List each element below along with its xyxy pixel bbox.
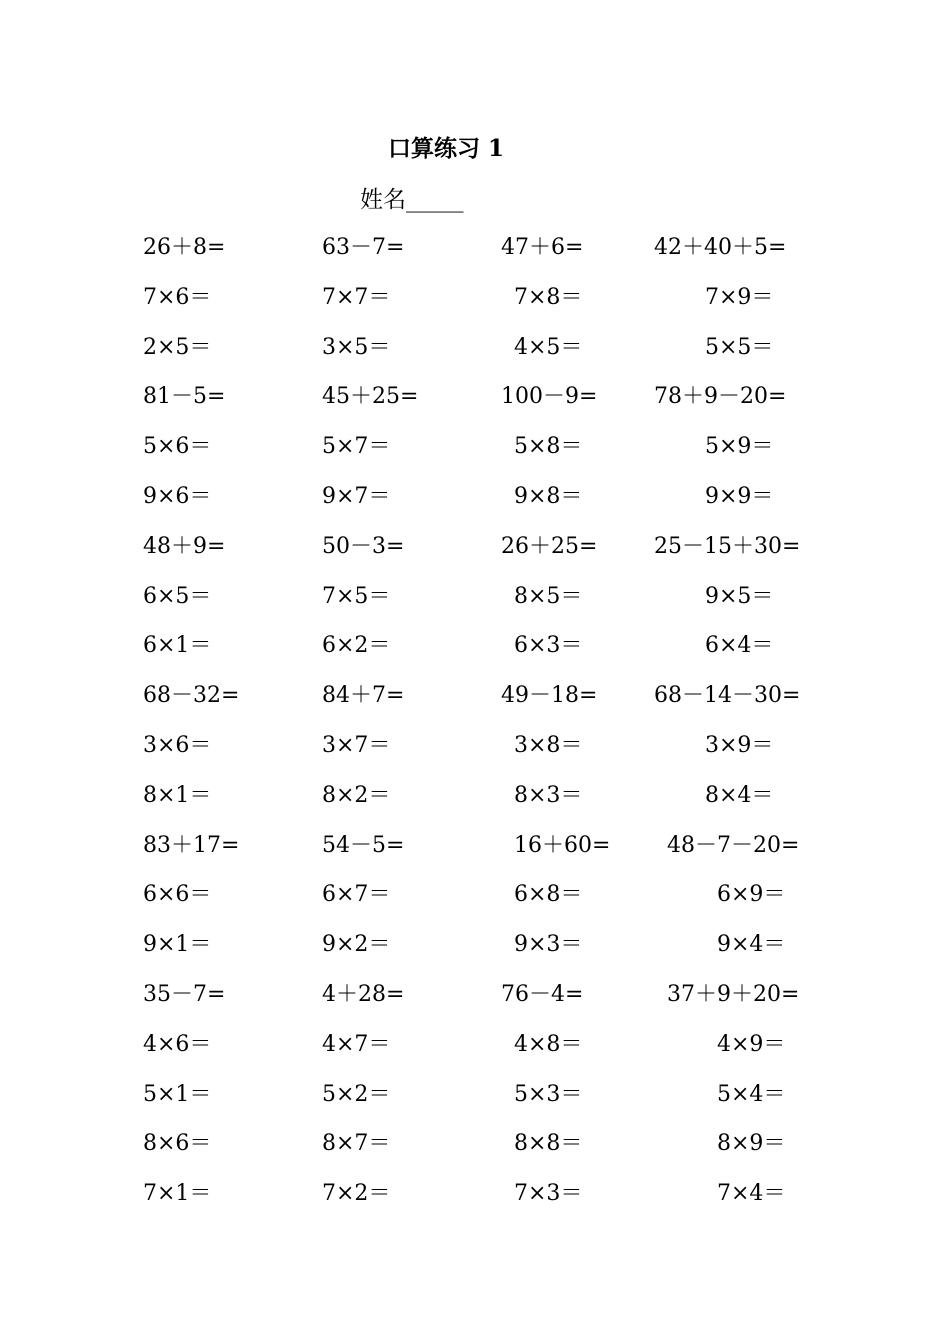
problem-cell: 8×6＝ <box>143 1131 212 1157</box>
problem-cell: 7×4＝ <box>717 1181 786 1207</box>
problem-cell: 48－7－20= <box>667 832 800 858</box>
problem-cell: 8×8＝ <box>514 1131 583 1157</box>
problem-cell: 3×9＝ <box>705 732 774 758</box>
problem-cell: 3×8＝ <box>514 732 583 758</box>
problem-cell: 42＋40＋5= <box>654 235 787 260</box>
problem-cell: 9×5＝ <box>705 583 774 609</box>
problem-cell: 6×6＝ <box>143 882 212 908</box>
problem-cell: 50－3= <box>322 533 405 559</box>
problem-grid <box>0 231 950 1227</box>
problem-cell: 5×1＝ <box>143 1081 212 1107</box>
problem-cell: 78＋9－20= <box>654 384 787 410</box>
problem-cell: 68－32= <box>143 683 240 709</box>
problem-cell: 37＋9＋20= <box>667 981 800 1007</box>
problem-cell: 48＋9= <box>143 533 226 559</box>
problem-cell: 6×7＝ <box>322 882 391 908</box>
problem-cell: 9×7＝ <box>322 483 391 509</box>
problem-cell: 9×3＝ <box>514 932 583 958</box>
problem-row <box>0 978 950 1028</box>
problem-cell: 8×4＝ <box>705 782 774 808</box>
problem-cell: 5×5＝ <box>705 334 774 360</box>
problem-cell: 7×2＝ <box>322 1181 391 1207</box>
problem-cell: 6×5＝ <box>143 583 212 609</box>
problem-cell: 5×3＝ <box>514 1081 583 1107</box>
problem-cell: 83＋17= <box>143 832 240 858</box>
problem-cell: 9×9＝ <box>705 483 774 509</box>
problem-cell: 4×7＝ <box>322 1031 391 1057</box>
problem-cell: 9×1＝ <box>143 932 212 958</box>
problem-cell: 9×4＝ <box>717 932 786 958</box>
problem-cell: 8×2＝ <box>322 782 391 808</box>
problem-cell: 9×6＝ <box>143 483 212 509</box>
problem-cell: 5×8＝ <box>514 434 583 460</box>
problem-cell: 5×4＝ <box>717 1081 786 1107</box>
problem-cell: 47＋6= <box>501 235 584 260</box>
problem-cell: 35－7= <box>143 981 226 1007</box>
problem-row <box>0 629 950 679</box>
problem-cell: 7×9＝ <box>705 284 774 310</box>
problem-row <box>0 1177 950 1227</box>
problem-row <box>0 878 950 928</box>
problem-cell: 63－7= <box>322 235 405 260</box>
problem-cell: 8×3＝ <box>514 782 583 808</box>
problem-cell: 100－9= <box>501 384 598 410</box>
problem-row <box>0 331 950 381</box>
problem-cell: 7×6＝ <box>143 284 212 310</box>
problem-cell: 5×2＝ <box>322 1081 391 1107</box>
problem-row <box>0 1078 950 1128</box>
problem-cell: 16＋60= <box>514 832 611 858</box>
problem-cell: 5×9＝ <box>705 434 774 460</box>
problem-cell: 49－18= <box>501 683 598 709</box>
problem-cell: 4＋28= <box>322 981 405 1007</box>
problem-cell: 7×1＝ <box>143 1181 212 1207</box>
problem-row <box>0 729 950 779</box>
problem-row <box>0 1028 950 1078</box>
problem-cell: 84＋7= <box>322 683 405 709</box>
problem-row <box>0 281 950 331</box>
problem-cell: 7×5＝ <box>322 583 391 609</box>
problem-cell: 6×3＝ <box>514 633 583 659</box>
problem-cell: 45＋25= <box>322 384 419 410</box>
problem-cell: 6×9＝ <box>717 882 786 908</box>
problem-cell: 25－15＋30= <box>654 533 801 559</box>
problem-row <box>0 779 950 829</box>
problem-cell: 26＋8= <box>143 235 226 260</box>
problem-cell: 8×9＝ <box>717 1131 786 1157</box>
problem-row <box>0 829 950 879</box>
problem-cell: 3×7＝ <box>322 732 391 758</box>
problem-cell: 54－5= <box>322 832 405 858</box>
problem-cell: 5×6＝ <box>143 434 212 460</box>
problem-row <box>0 380 950 430</box>
problem-cell: 7×8＝ <box>514 284 583 310</box>
problem-cell: 5×7＝ <box>322 434 391 460</box>
problem-cell: 6×2＝ <box>322 633 391 659</box>
problem-cell: 3×5＝ <box>322 334 391 360</box>
problem-cell: 9×8＝ <box>514 483 583 509</box>
problem-cell: 76－4= <box>501 981 584 1007</box>
problem-row <box>0 530 950 580</box>
problem-cell: 6×8＝ <box>514 882 583 908</box>
problem-row <box>0 480 950 530</box>
worksheet-title: 口算练习 1 <box>388 135 505 162</box>
problem-cell: 7×3＝ <box>514 1181 583 1207</box>
problem-cell: 26＋25= <box>501 533 598 559</box>
problem-cell: 4×8＝ <box>514 1031 583 1057</box>
problem-cell: 7×7＝ <box>322 284 391 310</box>
problem-row <box>0 430 950 480</box>
problem-row <box>0 1127 950 1177</box>
problem-row <box>0 928 950 978</box>
problem-cell: 8×7＝ <box>322 1131 391 1157</box>
problem-cell: 9×2＝ <box>322 932 391 958</box>
problem-cell: 68－14－30= <box>654 683 801 709</box>
problem-row <box>0 231 950 281</box>
problem-row <box>0 580 950 630</box>
problem-cell: 8×1＝ <box>143 782 212 808</box>
problem-cell: 2×5＝ <box>143 334 212 360</box>
problem-cell: 6×1＝ <box>143 633 212 659</box>
problem-cell: 4×5＝ <box>514 334 583 360</box>
problem-cell: 4×6＝ <box>143 1031 212 1057</box>
problem-cell: 3×6＝ <box>143 732 212 758</box>
problem-cell: 8×5＝ <box>514 583 583 609</box>
problem-cell: 81－5= <box>143 384 226 410</box>
problem-cell: 6×4＝ <box>705 633 774 659</box>
name-field-label: 姓名_____ <box>360 187 464 213</box>
problem-row <box>0 679 950 729</box>
problem-cell: 4×9＝ <box>717 1031 786 1057</box>
